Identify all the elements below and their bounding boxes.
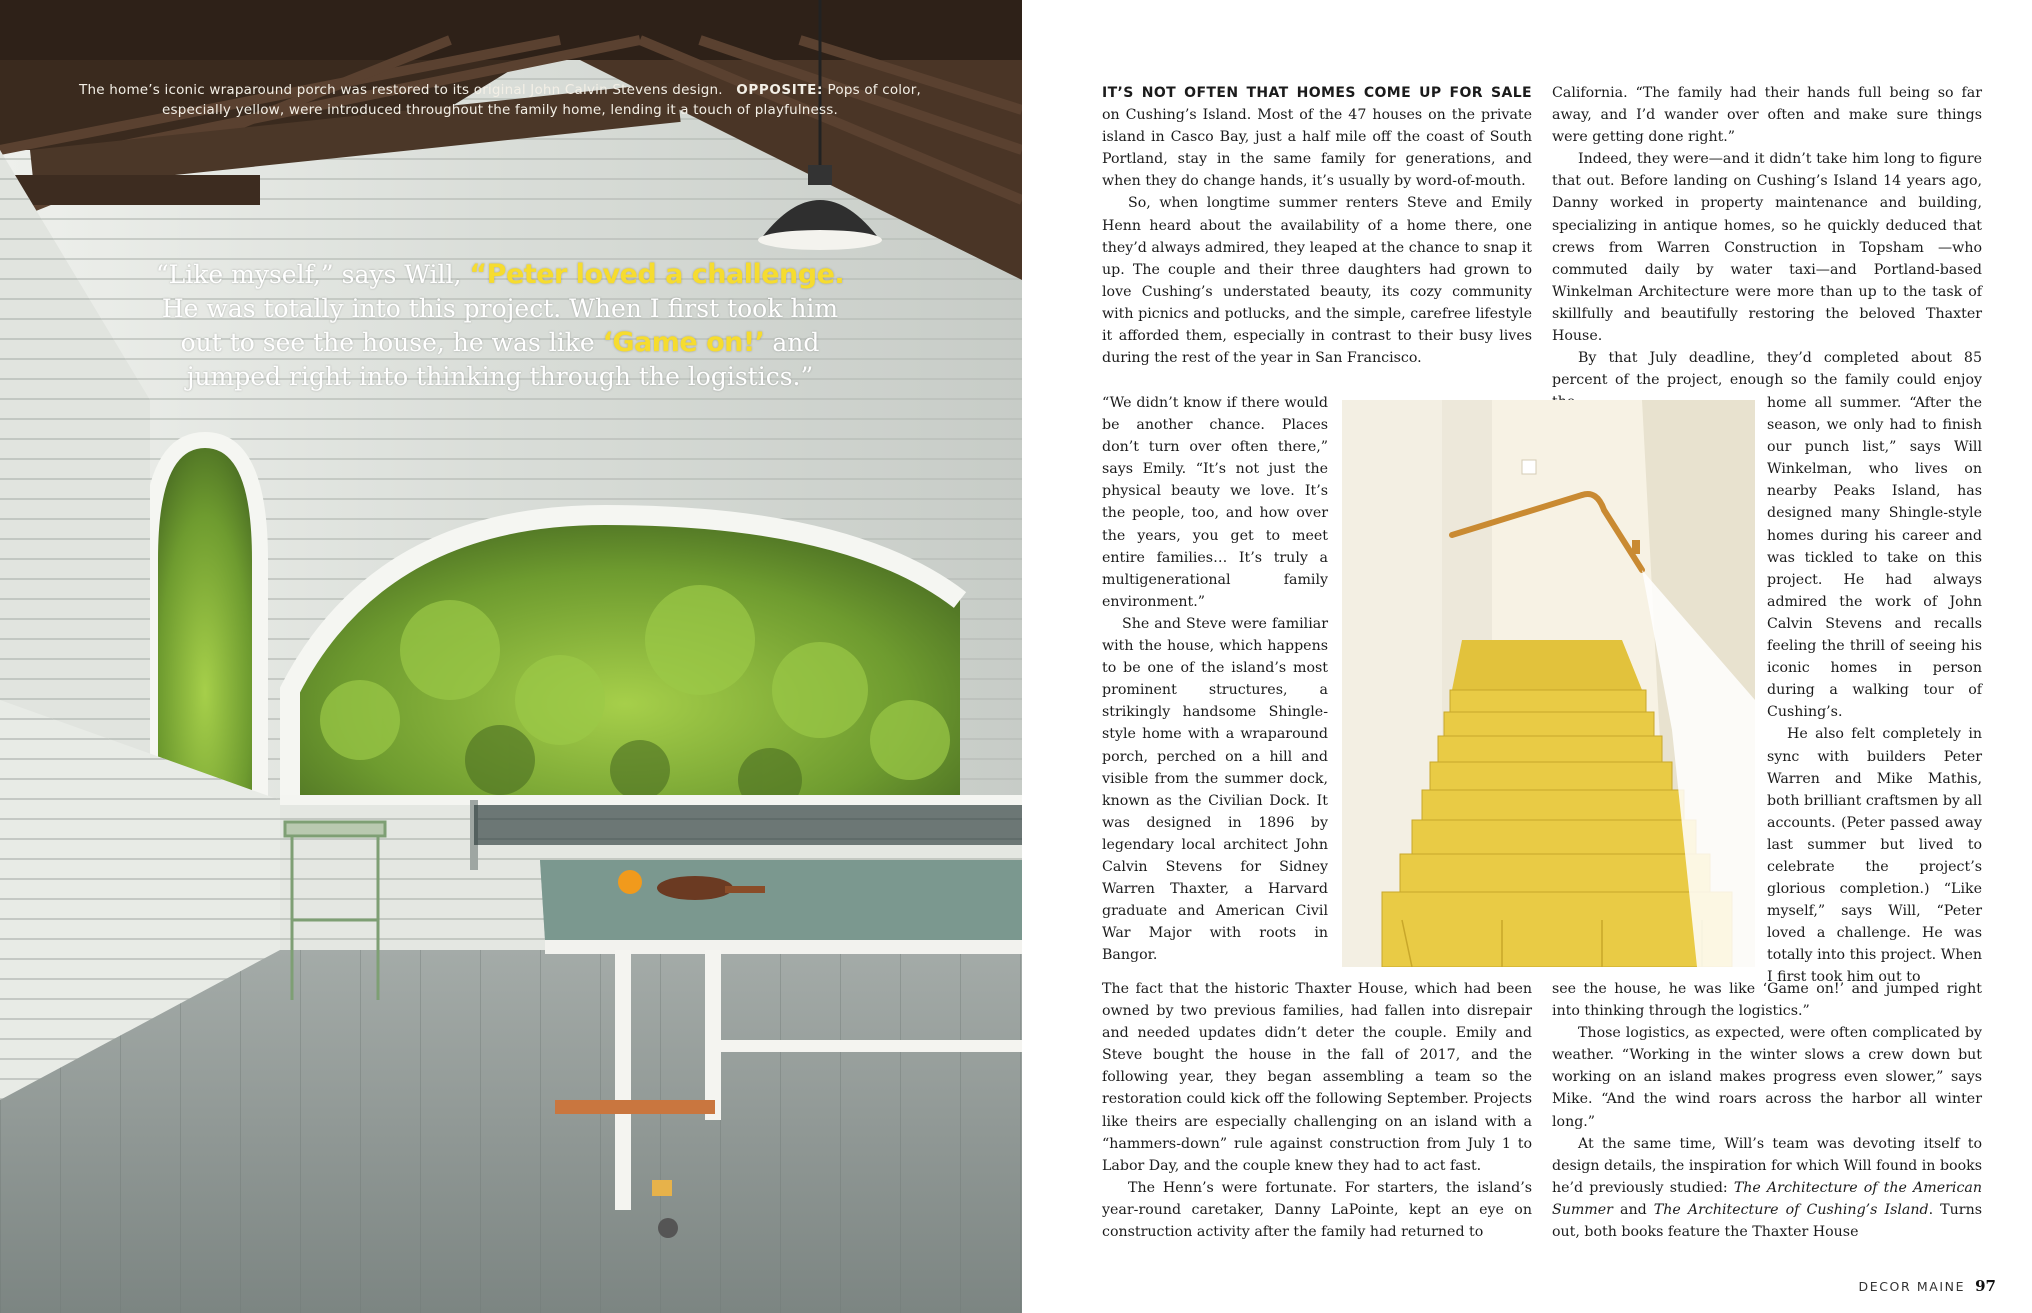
photo-caption (60, 80, 940, 120)
caption-opposite-label: OPPOSITE: (736, 82, 823, 98)
article-column-a-top (1102, 82, 1532, 369)
article-paragraph: see the house, he was like ‘Game on!’ and jumped right into thinking through the logistics.” (1552, 981, 1982, 1020)
page-folio (1859, 1277, 1997, 1295)
pullquote-part3: and jumped right into thinking through the logistics.” (186, 328, 820, 391)
article-column-a-bottom (1102, 978, 1532, 1243)
article-paragraph: California. “The family had their hands full being so far away, and I’d wander over often and make sure things were getting done right.” (1552, 85, 1982, 146)
article-paragraph: Indeed, they were—and it didn’t take him long to figure that out. Before landing on Cushing’s Island 14 years ago, Danny worked in property maintenance and building, specializing in antique homes, so he quickly deduced that crews from Warren Construction in Topsham —who commuted daily by water taxi—and Portland-based Winkelman Architecture were more than up to the task of skillfully and beautifully restoring the beloved Thaxter House. (1552, 151, 1982, 345)
pullquote-part2: He was totally into this project. When I first took him out to see the house, he was like (161, 294, 839, 357)
article-column-a-narrow (1102, 392, 1328, 966)
article-column-b-top (1552, 82, 1982, 413)
article-page (1022, 0, 2032, 1313)
magazine-name: DECOR MAINE (1858, 1279, 1966, 1294)
stairway-photograph (1342, 400, 1755, 967)
article-paragraph-books (1552, 1133, 1982, 1243)
stairway-photo (1342, 400, 1755, 967)
pullquote-highlight1: “Peter loved a challenge. (469, 259, 845, 290)
article-paragraph: So, when longtime summer renters Steve and Emily Henn heard about the availability of a home there, one they’d always admired, they leaped at the chance to snap it up. The couple and their three daughters had grown to love Cushing’s understated beauty, its cozy community with picnics and potlucks, and the simple, carefree lifestyle it afforded them, especially in contrast to their busy lives during the rest of the year in San Francisco. (1102, 195, 1532, 367)
article-column-b-bottom (1552, 978, 1982, 1243)
article-paragraph: He also felt completely in sync with builders Peter Warren and Mike Mathis, both brilliant craftsmen by all accounts. (Peter passed away last summer but lived to celebrate the project’s glorious completion.) “Like myself,” says Will, “Peter loved a challenge. He was totally into this project. When I first took him out to (1767, 726, 1982, 986)
pull-quote (150, 258, 850, 394)
pullquote-part1: “Like myself,” says Will, (155, 260, 462, 289)
caption-main: The home’s iconic wraparound porch was restored to its original John Calvin Stevens design. (79, 82, 723, 98)
article-column-b-narrow (1767, 392, 1982, 989)
pullquote-highlight2: ‘Game on!’ (602, 327, 765, 358)
page-number: 97 (1975, 1277, 1996, 1295)
book-outro-text: . Turns out, both books feature the Thaxter House (1552, 1201, 1982, 1241)
book-title-2: The Architecture of Cushing’s Island (1653, 1201, 1929, 1218)
caption-opposite-text: Pops of color, especially yellow, were introduced throughout the family home, lending it a touch of playfulness. (161, 82, 921, 118)
article-paragraph: “We didn’t know if there would be another chance. Places don’t turn over often there,” says Emily. “It’s not just the physical beauty we love. It’s the people, too, and how over the years, you get to meet entire families… It’s truly a multigenerational family environment.” (1102, 395, 1328, 610)
article-lead-in: IT’S NOT OFTEN THAT HOMES COME UP FOR SALE (1102, 85, 1532, 101)
article-paragraph: Those logistics, as expected, were often complicated by weather. “Working in the winter slows a crew down but working on an island makes progress even slower,” says Mike. “And the wind roars across the harbor all winter long.” (1552, 1025, 1982, 1130)
article-paragraph: home all summer. “After the season, we only had to finish our punch list,” says Will Winkelman, who lives on nearby Peaks Island, has designed many Shingle-style homes during his career and was tickled to take on this project. He had always admired the work of John Calvin Stevens and recalls feeling the thrill of seeing his iconic homes in person during a walking tour of Cushing’s. (1767, 395, 1982, 721)
article-paragraph: She and Steve were familiar with the house, which happens to be one of the island’s most prominent structures, a strikingly handsome Shingle-style home with a wraparound porch, perched on a hill and visible from the summer dock, known as the Civilian Dock. It was designed in 1896 by legendary local architect John Calvin Stevens for Sidney Warren Thaxter, a Harvard graduate and American Civil War Major with roots in Bangor. (1102, 615, 1328, 964)
article-paragraph: The Henn’s were fortunate. For starters, the island’s year-round caretaker, Danny LaPointe, kept an eye on construction activity after the family had returned to (1102, 1179, 1532, 1241)
article-paragraph: The fact that the historic Thaxter House, which had been owned by two previous families, had fallen into disrepair and needed updates didn’t deter the couple. Emily and Steve bought the house in the fall of 2017, and the following year, they began assembling a team so the restoration could kick off the following September. Projects like theirs are especially challenging on an island with a “hammers-down” rule against construction from July 1 to Labor Day, and the couple knew they had to act fast. (1102, 981, 1532, 1174)
article-paragraph: on Cushing’s Island. Most of the 47 houses on the private island in Casco Bay, just a half mile off the coast of South Portland, stay in the same family for generations, and when they do change hands, it’s usually by word-of-mouth. (1102, 107, 1532, 190)
book-title-1: The Architecture of the American Summer (1552, 1179, 1982, 1218)
book-conjunction: and (1612, 1201, 1654, 1218)
article-paragraph: By that July deadline, they’d completed about 85 percent of the project, enough so the family could enjoy (1552, 350, 1982, 389)
book-intro-text: At the same time, Will’s team was devoting itself to design details, the inspiration for which Will found in books he’d previously studied: (1552, 1135, 1982, 1196)
